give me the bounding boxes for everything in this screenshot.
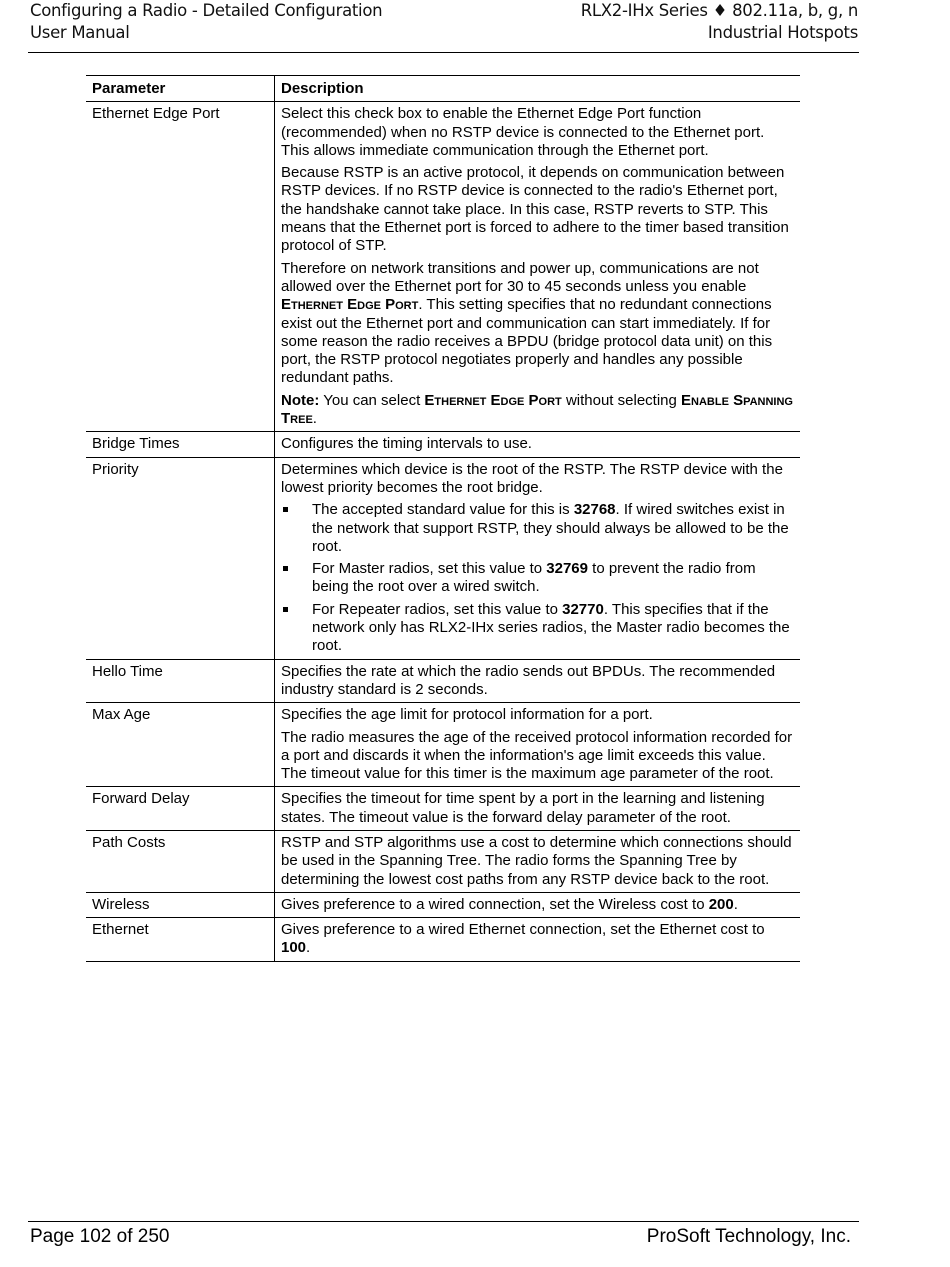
column-header-parameter: Parameter [86,76,275,102]
param-description [275,892,801,917]
text-run: You can select [319,391,425,409]
text-run: For Repeater radios, set this value to [312,600,563,618]
value-emphasis: 32770 [562,600,604,618]
value-emphasis: 100 [281,939,307,957]
table-row [86,892,800,917]
table-row [86,703,800,787]
param-name: Max Age [86,703,275,787]
table-row [86,918,800,962]
bullet-icon [283,607,288,612]
note-label: Note: [281,391,320,409]
parameter-table [86,75,800,962]
description-paragraph [281,260,794,388]
param-description: RSTP and STP algorithms use a cost to determine which connections should be used in the Spanning Tree. The radio forms the Spanning Tree by determining the lowest cost paths from any RSTP device back to the root. [275,830,801,892]
footer-rule [28,1221,859,1222]
description-paragraph: Because RSTP is an active protocol, it depends on communication between RSTP devices. If no RSTP device is connected to the radio's Ethernet port, the handshake cannot take place. In this case, RSTP reverts to STP. This means that the Ethernet port is forced to adhere to the timer based transition protocol of STP. [281,164,789,255]
table-row [86,102,800,432]
description-paragraph: Determines which device is the root of the RSTP. The RSTP device with the lowest priority becomes the root bridge. [281,460,783,496]
table-row [86,787,800,831]
param-name: Hello Time [86,659,275,703]
ui-term: Ethernet Edge Port [424,391,562,409]
description-paragraph: The radio measures the age of the received protocol information recorded for a port and discards it when the information's age limit exceeds this value. The timeout value for this timer is the maximum age parameter of the root. [281,728,793,783]
value-emphasis: 200 [708,895,734,913]
table-row [86,659,800,703]
param-name: Path Costs [86,830,275,892]
list-item [281,501,794,556]
table-header-row [86,76,800,102]
table-row [86,432,800,457]
value-emphasis: 32769 [546,560,588,578]
bullet-list [281,501,794,655]
param-name: Ethernet Edge Port [86,102,275,432]
param-description [275,102,801,432]
param-description: Specifies the timeout for time spent by a port in the learning and listening states. The timeout value is the forward delay parameter of the root. [275,787,801,831]
text-run: . [306,939,311,957]
param-name: Ethernet [86,918,275,962]
description-paragraph: Select this check box to enable the Ethernet Edge Port function (recommended) when no RSTP device is connected to the Ethernet port. This allows immediate communication through the Ethernet port. [281,105,765,159]
column-header-description: Description [275,76,801,102]
text-run: without selecting [561,391,682,409]
header-product: RLX2-IHx Series ♦ 802.11a, b, g, n [580,1,858,20]
company-name: ProSoft Technology, Inc. [646,1226,851,1247]
bullet-icon [283,507,288,512]
table-row [86,457,800,659]
text-run: . This specifies that if the network only has RLX2-IHx series radios, the Master radio becomes the root. [312,600,790,655]
param-description: Specifies the rate at which the radio sends out BPDUs. The recommended industry standard is 2 seconds. [275,659,801,703]
param-description [275,918,801,962]
header-rule [28,52,859,53]
text-run: . If wired switches exist in the network that support RSTP, they should always be allowed to be the root. [312,501,789,555]
table-row [86,830,800,892]
text-run: The accepted standard value for this is [312,501,574,519]
text-run: Gives preference to a wired connection, set the Wireless cost to [281,895,709,913]
header-right [581,0,858,44]
param-description [275,457,801,659]
param-name: Priority [86,457,275,659]
text-run: Therefore on network transitions and power up, communications are not allowed over the Ethernet port for 30 to 45 seconds unless you enable [281,259,759,295]
text-run: to prevent the radio from being the root over a wired switch. [312,560,756,596]
value-emphasis: 32768 [573,501,616,519]
text-run: . [733,895,738,913]
text-run: For Master radios, set this value to [312,560,547,578]
header-left [30,0,382,44]
param-name: Wireless [86,892,275,917]
description-paragraph: Specifies the age limit for protocol information for a port. [281,706,653,724]
header-section-title: Configuring a Radio - Detailed Configuration [30,1,383,20]
header-product-sub: Industrial Hotspots [707,23,858,42]
list-item [281,601,794,656]
param-name: Forward Delay [86,787,275,831]
param-description [275,703,801,787]
text-run: Gives preference to a wired Ethernet connection, set the Ethernet cost to [281,921,765,939]
header-doc-type: User Manual [30,23,130,42]
param-description: Configures the timing intervals to use. [275,432,801,457]
ui-term: Enable Spanning Tree [281,391,793,428]
note-paragraph [281,392,794,429]
param-name: Bridge Times [86,432,275,457]
bullet-icon [283,566,288,571]
text-run: . This setting specifies that no redundant connections exist out the Ethernet port and communication can start immediately. If for some reason the radio receives a BPDU (bridge protocol data unit) on this port, the RSTP protocol negotiates properly and handles any possible redundant paths. [281,296,773,387]
ui-term: Ethernet Edge Port [281,296,419,314]
list-item [281,560,794,597]
text-run: . [312,410,317,428]
page-number: Page 102 of 250 [30,1226,170,1247]
